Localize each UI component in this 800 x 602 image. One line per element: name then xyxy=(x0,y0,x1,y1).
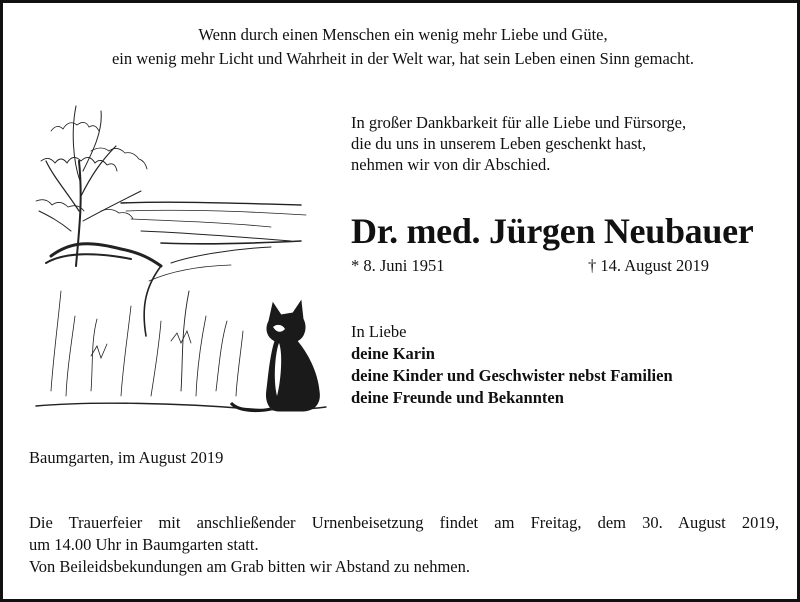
funeral-line-3: Von Beileidsbekundungen am Grab bitten wir Abstand zu nehmen. xyxy=(29,557,470,576)
gratitude-text xyxy=(351,112,771,175)
mourners-block xyxy=(351,321,673,409)
funeral-line-2: um 14.00 Uhr in Baumgarten statt. xyxy=(29,535,259,554)
motto-line-1: Wenn durch einen Menschen ein wenig mehr Liebe und Güte, xyxy=(198,25,608,44)
birth-date: * 8. Juni 1951 xyxy=(351,256,445,275)
mourner-line-3: deine Freunde und Bekannten xyxy=(351,388,564,407)
gratitude-line-2: die du uns in unserem Leben geschenkt hast, xyxy=(351,134,647,153)
death-date: † 14. August 2019 xyxy=(588,256,710,275)
place-date: Baumgarten, im August 2019 xyxy=(29,448,224,467)
mourner-line-1: deine Karin xyxy=(351,344,435,363)
funeral-line-1: Die Trauerfeier mit anschließender Urnenbeisetzung findet am Freitag, dem 30. August 2019, xyxy=(29,513,779,532)
mourners-intro: In Liebe xyxy=(351,322,407,341)
motto xyxy=(23,23,783,71)
gratitude-line-1: In großer Dankbarkeit für alle Liebe und Fürsorge, xyxy=(351,113,687,132)
funeral-info xyxy=(29,512,779,578)
gratitude-line-3: nehmen wir von dir Abschied. xyxy=(351,155,551,174)
deceased-name: Dr. med. Jürgen Neubauer xyxy=(351,211,754,251)
motto-line-2: ein wenig mehr Licht und Wahrheit in der Welt war, hat sein Leben einen Sinn gemacht. xyxy=(111,49,695,68)
cat-landscape-sketch-icon xyxy=(31,91,331,421)
mourner-line-2: deine Kinder und Geschwister nebst Familien xyxy=(351,366,673,385)
